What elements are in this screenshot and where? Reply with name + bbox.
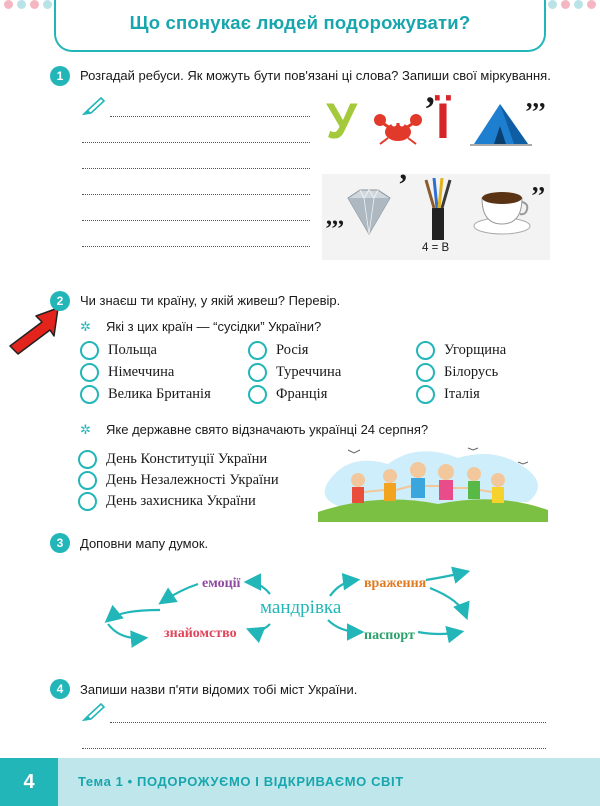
rebus-letter-yi: Ї [436,93,450,149]
option-germany[interactable]: Німеччина [80,363,174,382]
answer-circle[interactable] [80,385,99,404]
rebus-commas: ,, [532,168,545,197]
task-number-4: 4 [50,679,70,699]
task-number-1: 1 [50,66,70,86]
crab-image [372,110,424,153]
wires-image [418,178,458,247]
sun-bullet-icon: ✲ [80,422,91,437]
children-illustration [318,442,548,527]
rebus-letter-u: У [326,93,358,149]
answer-circle[interactable] [78,471,97,490]
task2-question-1: Які з цих країн — “сусідки” України? [106,319,322,334]
answer-circle[interactable] [80,341,99,360]
answer-line[interactable] [110,722,546,723]
option-russia[interactable]: Росія [248,341,308,360]
option-hungary[interactable]: Угорщина [416,341,506,360]
rebus-commas: ,,, [326,204,344,230]
answer-line[interactable] [82,246,310,247]
page-title: Що спонукає людей подорожувати? [54,0,546,52]
rebus-2 [322,168,550,260]
option-defender-day[interactable]: День захисника України [78,492,256,511]
option-great-britain[interactable]: Велика Британія [80,385,211,404]
answer-circle[interactable] [78,450,97,469]
mind-map-impressions: враження [364,576,427,591]
tent-image [470,100,532,153]
option-turkey[interactable]: Туреччина [248,363,341,382]
pencil-icon [82,702,106,727]
task3-text: Доповни мапу думок. [80,536,209,551]
mind-map-center: мандрівка [260,597,342,618]
mind-map-passport: паспорт [364,628,415,643]
diamond-image [340,188,398,241]
rebus-1 [322,84,550,158]
sun-bullet-icon: ✲ [80,319,91,334]
task-number-2: 2 [50,291,70,311]
decorative-dots-right [548,0,596,14]
page-number: 4 [0,758,58,806]
task1-text: Розгадай ребуси. Як можуть бути пов'язані ці слова? Запиши свої міркування. [80,68,551,83]
coffee-cup-image [472,184,532,241]
option-italy[interactable]: Італія [416,385,480,404]
option-constitution-day[interactable]: День Конституції України [78,450,267,469]
option-france[interactable]: Франція [248,385,327,404]
mind-map-acquaintance: знайомство [164,626,237,641]
option-belarus[interactable]: Білорусь [416,363,498,382]
answer-circle[interactable] [416,363,435,382]
answer-line[interactable] [110,116,310,117]
red-arrow-icon [6,306,60,363]
mind-map-emotions: емоції [202,576,241,591]
answer-circle[interactable] [416,341,435,360]
rebus-comma: ’ [424,89,436,129]
answer-circle[interactable] [78,492,97,511]
option-independence-day[interactable]: День Незалежності України [78,471,279,490]
answer-circle[interactable] [248,363,267,382]
option-poland[interactable]: Польща [80,341,157,360]
pencil-icon [82,96,106,121]
answer-line[interactable] [82,220,310,221]
rebus-equation: 4 = В [422,242,450,254]
task-number-3: 3 [50,533,70,553]
answer-line[interactable] [82,748,546,749]
answer-circle[interactable] [248,385,267,404]
rebus-commas: ,,, [526,84,546,113]
answer-circle[interactable] [80,363,99,382]
rebus-comma: ’ [398,168,408,201]
task2-question-2: Яке державне свято відзначають українці 24 серпня? [106,422,429,437]
answer-circle[interactable] [248,341,267,360]
answer-circle[interactable] [416,385,435,404]
footer-topic: Тема 1 • ПОДОРОЖУЄМО І ВІДКРИВАЄМО СВІТ [78,774,404,789]
answer-line[interactable] [82,142,310,143]
answer-line[interactable] [82,194,310,195]
task2-text: Чи знаєш ти країну, у якій живеш? Перевір. [80,293,341,308]
task4-text: Запиши назви п'яти відомих тобі міст України. [80,682,358,697]
answer-line[interactable] [82,168,310,169]
